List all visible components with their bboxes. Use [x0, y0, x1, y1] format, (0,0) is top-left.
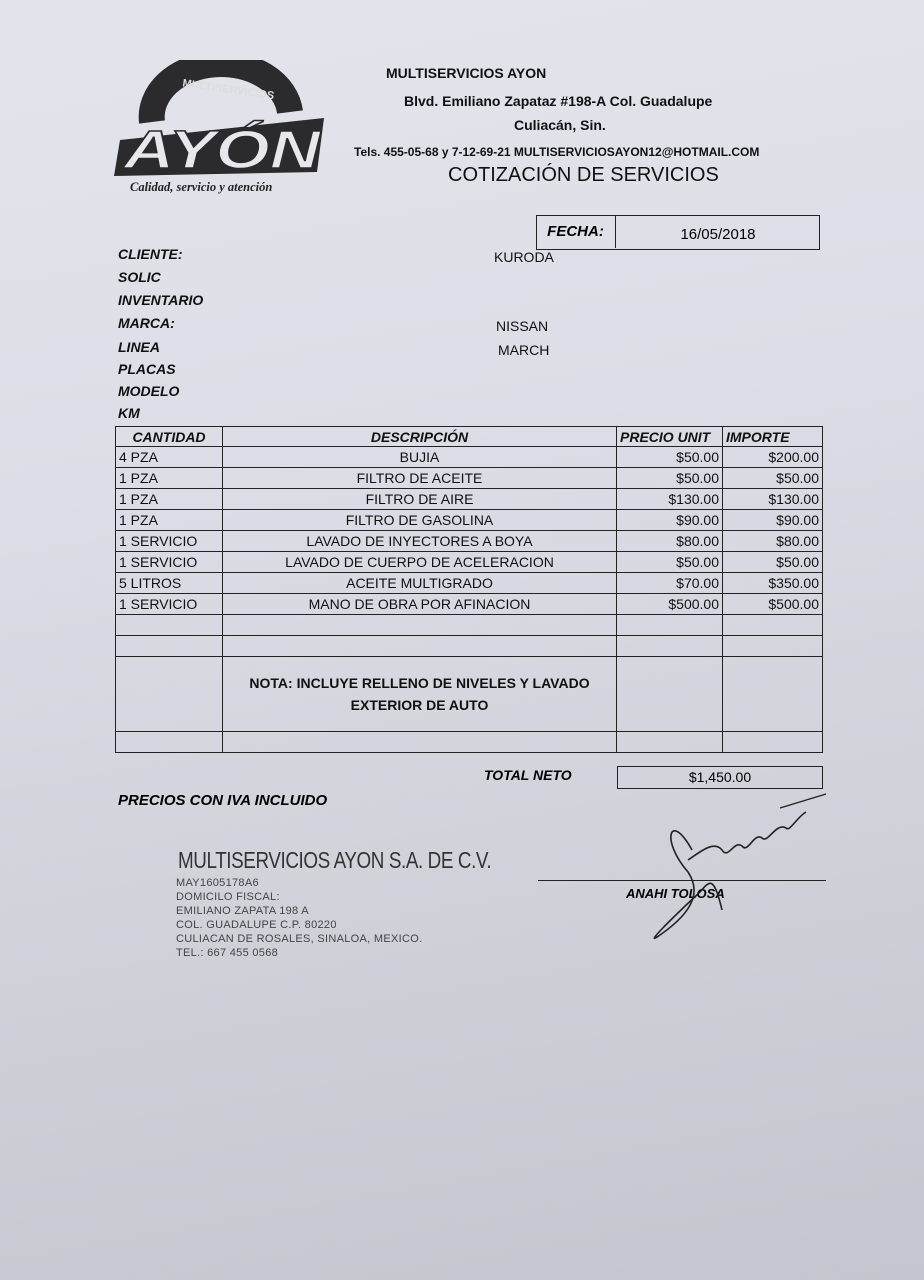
stamp-company-name: MULTISERVICIOS AYON S.A. DE C.V.	[178, 847, 492, 873]
amount-cell: $50.00	[723, 552, 823, 573]
table-row	[116, 531, 823, 552]
empty-row	[116, 615, 823, 636]
stamp-colony: COL. GUADALUPE C.P. 80220	[176, 919, 337, 931]
header-descripcion: DESCRIPCIÓN	[223, 427, 617, 447]
field-linea-label: LINEA	[118, 339, 160, 355]
ayon-logo	[112, 60, 332, 200]
qty-cell: 1 PZA	[116, 468, 223, 489]
unit-price-cell: $50.00	[617, 447, 723, 468]
qty-cell: 1 PZA	[116, 489, 223, 510]
table-row	[116, 489, 823, 510]
document-title: COTIZACIÓN DE SERVICIOS	[448, 164, 719, 186]
qty-cell: 1 SERVICIO	[116, 531, 223, 552]
logo-brand: AYÓN	[121, 120, 322, 180]
items-table	[115, 426, 823, 753]
total-value: $1,450.00	[617, 766, 823, 789]
company-city: Culiacán, Sin.	[514, 117, 606, 133]
table-row	[116, 552, 823, 573]
table-row	[116, 594, 823, 615]
qty-cell: 5 LITROS	[116, 573, 223, 594]
note-line-1: NOTA: INCLUYE RELLENO DE NIVELES Y LAVADO	[249, 675, 590, 691]
field-marca-value: NISSAN	[496, 318, 549, 334]
unit-price-cell: $90.00	[617, 510, 723, 531]
field-placas-label: PLACAS	[118, 361, 176, 377]
note-cell	[223, 657, 617, 732]
field-cliente-value: KURODA	[494, 249, 554, 265]
table-row	[116, 468, 823, 489]
description-cell: MANO DE OBRA POR AFINACION	[223, 594, 617, 615]
amount-cell: $80.00	[723, 531, 823, 552]
header-cantidad: CANTIDAD	[116, 427, 223, 447]
description-cell: BUJIA	[223, 447, 617, 468]
description-cell: LAVADO DE INYECTORES A BOYA	[223, 531, 617, 552]
stamp-phone: TEL.: 667 455 0568	[176, 947, 279, 959]
table-row	[116, 447, 823, 468]
logo-tagline: Calidad, servicio y atención	[130, 180, 273, 194]
qty-cell: 1 SERVICIO	[116, 552, 223, 573]
stamp-rfc: MAY1605178A6	[176, 877, 259, 889]
field-inventario-label: INVENTARIO	[118, 292, 204, 308]
qty-cell: 4 PZA	[116, 447, 223, 468]
stamp-city: CULIACAN DE ROSALES, SINALOA, MEXICO.	[176, 933, 423, 945]
amount-cell: $130.00	[723, 489, 823, 510]
amount-cell: $200.00	[723, 447, 823, 468]
unit-price-cell: $500.00	[617, 594, 723, 615]
amount-cell: $90.00	[723, 510, 823, 531]
logo-arc-text: MULTISERVICIOS	[181, 77, 275, 103]
date-value: 16/05/2018	[680, 226, 756, 243]
unit-price-cell: $50.00	[617, 468, 723, 489]
iva-note: PRECIOS CON IVA INCLUIDO	[118, 792, 328, 809]
table-row	[116, 573, 823, 594]
description-cell: ACEITE MULTIGRADO	[223, 573, 617, 594]
company-contact: Tels. 455-05-68 y 7-12-69-21 MULTISERVICIOSAYON12@HOTMAIL.COM	[354, 145, 760, 159]
signer-name: ANAHI TOLOSA	[626, 886, 725, 901]
field-solic-label: SOLIC	[118, 269, 161, 285]
description-cell: LAVADO DE CUERPO DE ACELERACION	[223, 552, 617, 573]
empty-row	[116, 732, 823, 753]
stamp-fiscal-label: DOMICILO FISCAL:	[176, 891, 280, 903]
field-linea-value: MARCH	[498, 342, 550, 358]
handwritten-signature	[630, 780, 830, 950]
field-marca-label: MARCA:	[118, 315, 175, 331]
qty-cell: 1 PZA	[116, 510, 223, 531]
description-cell: FILTRO DE ACEITE	[223, 468, 617, 489]
note-row	[116, 657, 823, 732]
company-name: MULTISERVICIOS AYON	[386, 65, 547, 81]
description-cell: FILTRO DE AIRE	[223, 489, 617, 510]
total-label: TOTAL NETO	[484, 767, 572, 783]
amount-cell: $50.00	[723, 468, 823, 489]
note-line-2: EXTERIOR DE AUTO	[350, 697, 489, 713]
unit-price-cell: $80.00	[617, 531, 723, 552]
qty-cell: 1 SERVICIO	[116, 594, 223, 615]
table-row	[116, 510, 823, 531]
field-cliente-label: CLIENTE:	[118, 246, 183, 262]
stamp-street: EMILIANO ZAPATA 198 A	[176, 905, 309, 917]
amount-cell: $500.00	[723, 594, 823, 615]
field-modelo-label: MODELO	[118, 383, 180, 399]
description-cell: FILTRO DE GASOLINA	[223, 510, 617, 531]
unit-price-cell: $50.00	[617, 552, 723, 573]
amount-cell: $350.00	[723, 573, 823, 594]
unit-price-cell: $70.00	[617, 573, 723, 594]
unit-price-cell: $130.00	[617, 489, 723, 510]
header-importe: IMPORTE	[723, 427, 823, 447]
company-address: Blvd. Emiliano Zapataz #198-A Col. Guadalupe	[404, 93, 713, 109]
table-header-row	[116, 427, 823, 447]
empty-row	[116, 636, 823, 657]
header-precio-unit: PRECIO UNIT	[617, 427, 723, 447]
field-km-label: KM	[118, 405, 140, 421]
date-label: FECHA:	[536, 215, 616, 248]
